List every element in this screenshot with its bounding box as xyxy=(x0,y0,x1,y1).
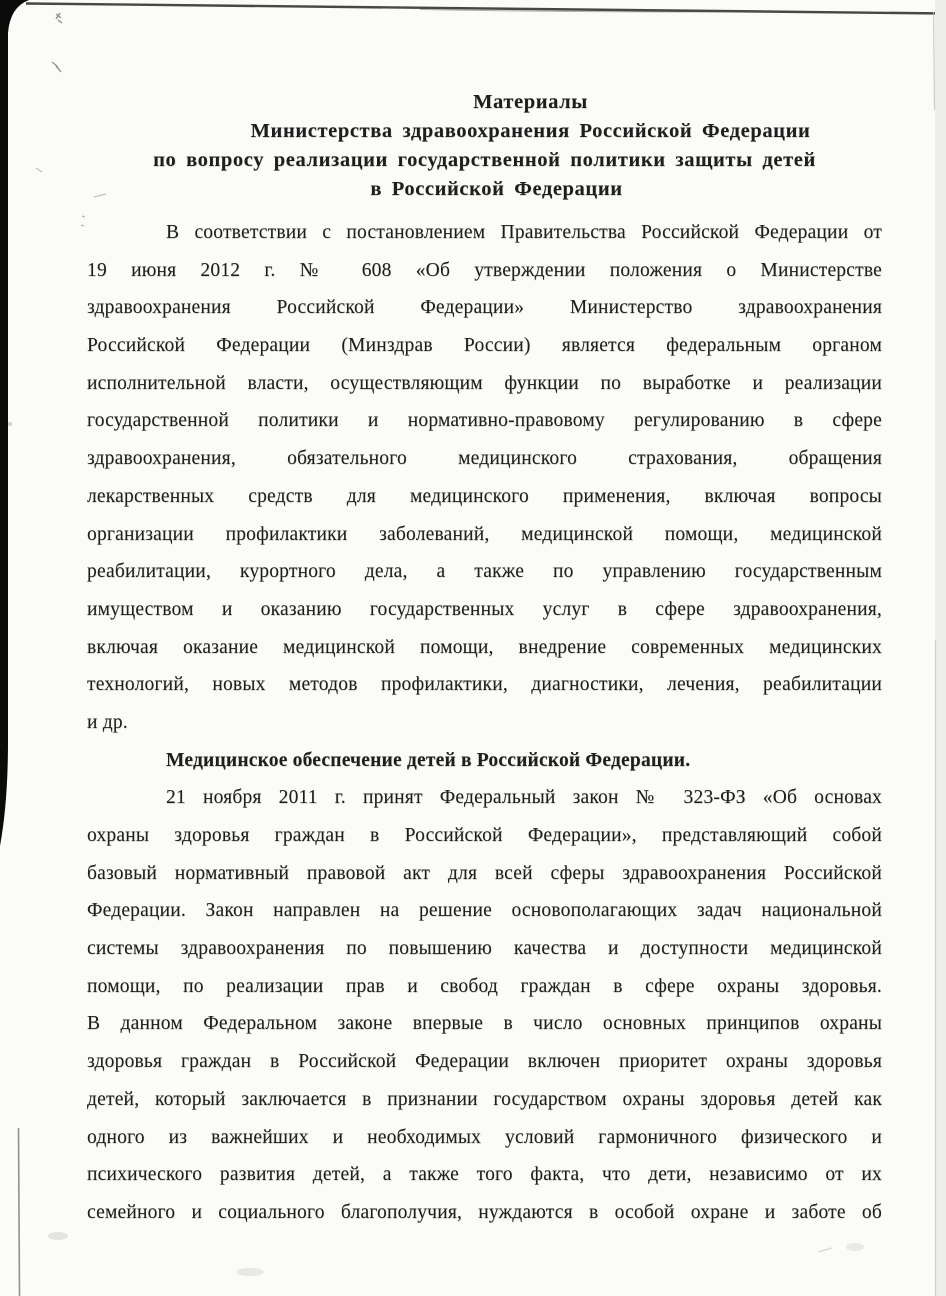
text-line: и др. xyxy=(87,711,128,733)
text-line: 19 июня 2012 г. № 608 «Об утверждении положения о Министерстве xyxy=(87,259,882,281)
text-line: по вопросу реализации государственной политики защиты детей xyxy=(153,149,816,171)
scan-speck xyxy=(818,1248,832,1252)
section-heading: Медицинское обеспечение детей в Российской Федерации. xyxy=(166,749,691,771)
text-line: исполнительной власти, осуществляющим функции по выработке и реализации xyxy=(87,372,882,394)
paragraph-law xyxy=(87,779,882,1231)
text-line: здравоохранения Российской Федерации» Министерство здравоохранения xyxy=(87,297,882,319)
text-line: помощи, по реализации прав и свобод граждан в сфере охраны здоровья. xyxy=(87,975,882,997)
scan-smudge xyxy=(846,1243,864,1251)
scan-speck xyxy=(52,62,61,72)
text-line: включая оказание медицинской помощи, внедрение современных медицинских xyxy=(87,636,882,658)
text-line: здоровья граждан в Российской Федерации включен приоритет охраны здоровья xyxy=(87,1051,882,1073)
text-line: базовый нормативный правовой акт для всей сферы здравоохранения Российской xyxy=(87,862,882,884)
text-line: Материалы xyxy=(473,91,588,113)
text-line: охраны здоровья граждан в Российской Федерации», представляющий собой xyxy=(87,825,882,846)
text-line: одного из важнейших и необходимых условий гармоничного физического и xyxy=(87,1126,882,1148)
scan-right-crease-artifact xyxy=(934,12,935,110)
text-line: Российской Федерации (Минздрав России) является федеральным органом xyxy=(87,335,882,357)
text-line: психического развития детей, а также того факта, что дети, независимо от их xyxy=(87,1164,882,1186)
scan-speck xyxy=(8,422,12,426)
text-line: В соответствии с постановлением Правительства Российской Федерации от xyxy=(166,222,882,243)
text-line: семейного и социального благополучия, нуждаются в особой охране и заботе об xyxy=(87,1201,882,1223)
scan-edge-left-artifact xyxy=(0,0,29,846)
text-line: здравоохранения, обязательного медицинского страхования, обращения xyxy=(87,448,882,470)
text-line: Министерства здравоохранения Российской Федерации xyxy=(250,120,811,142)
scan-smudge xyxy=(236,1268,264,1276)
text-line: в Российской Федерации xyxy=(370,178,623,200)
text-line: системы здравоохранения по повышению качества и доступности медицинской xyxy=(87,938,882,960)
text-line: В данном Федеральном законе впервые в число основных принципов охраны xyxy=(87,1013,882,1035)
text-line: имуществом и оказанию государственных услуг в сфере здравоохранения, xyxy=(87,598,882,620)
scan-speck xyxy=(81,216,85,226)
paragraph-intro xyxy=(87,214,882,742)
text-line: 21 ноября 2011 г. принят Федеральный закон № 323-ФЗ «Об основах xyxy=(166,787,882,809)
scan-bottom-left-edge-artifact xyxy=(19,1128,20,1296)
text-line: реабилитации, курортного дела, а также по управлению государственным xyxy=(87,561,882,583)
scan-right-band-artifact xyxy=(935,0,946,1296)
text-line: лекарственных средств для медицинского применения, включая вопросы xyxy=(87,485,882,507)
text-line: Федерации. Закон направлен на решение основополагающих задач национальной xyxy=(87,900,882,922)
scan-speck xyxy=(56,13,62,23)
document-title xyxy=(87,88,882,204)
document-content xyxy=(87,0,882,1232)
text-line: государственной политики и нормативно-правовому регулированию в сфере xyxy=(87,410,882,432)
text-line: детей, который заключается в признании государством охраны здоровья детей как xyxy=(87,1088,882,1110)
text-line: организации профилактики заболеваний, медицинской помощи, медицинской xyxy=(87,523,882,545)
text-line: технологий, новых методов профилактики, диагностики, лечения, реабилитации xyxy=(87,674,882,696)
scan-speck xyxy=(36,168,42,172)
scan-smudge xyxy=(48,1232,68,1240)
